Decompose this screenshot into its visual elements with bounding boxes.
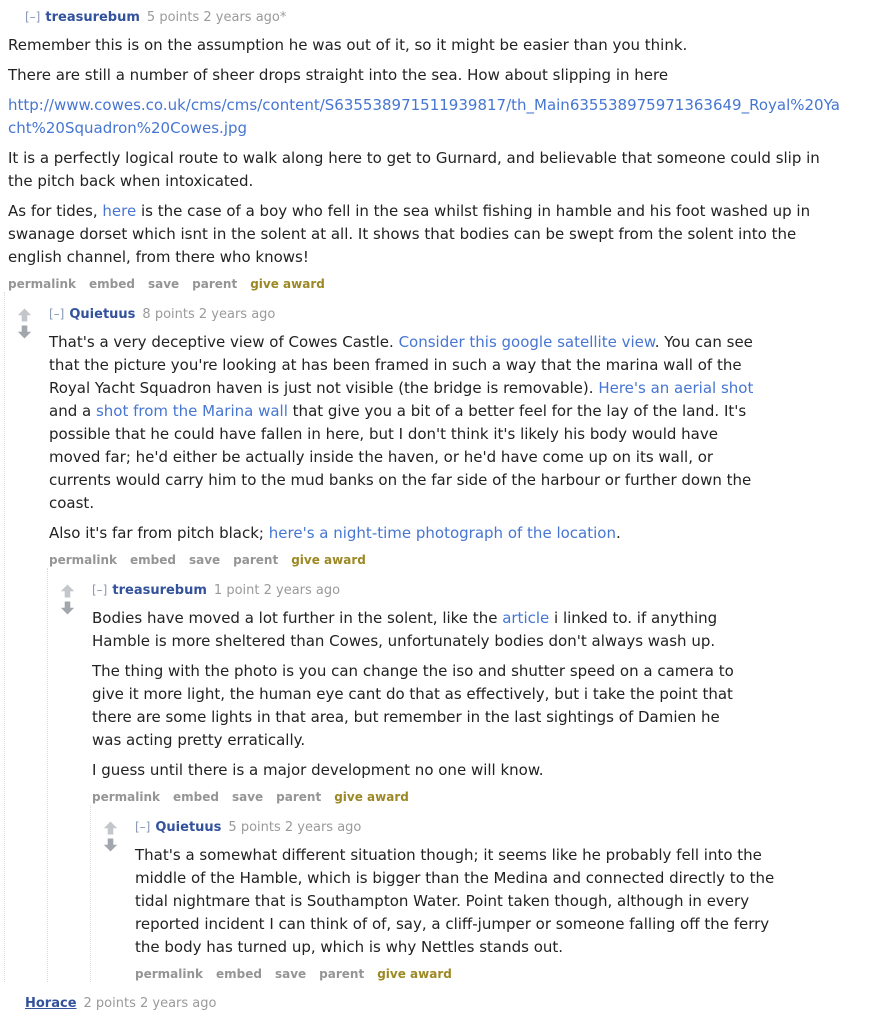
comment-entry: [135, 818, 882, 982]
inline-link[interactable]: Here's an aerial shot: [598, 379, 754, 397]
comment-author[interactable]: treasurebum: [112, 583, 207, 598]
comment-row: [5, 305, 882, 568]
action-embed[interactable]: embed: [173, 790, 219, 804]
downvote-arrow-icon[interactable]: [60, 601, 75, 615]
action-parent[interactable]: parent: [192, 277, 238, 291]
comment-row: [8, 8, 882, 292]
comment-entry: [8, 995, 882, 1013]
inline-link[interactable]: article: [502, 609, 550, 627]
comment-row: [8, 995, 882, 1013]
paragraph-text: Also it's far from pitch black;: [49, 524, 269, 542]
action-embed[interactable]: embed: [89, 277, 135, 291]
paragraph-text: i linked to. if anything Hamble is more sheltered than Cowes, unfortunately bodies don't always wash up.: [92, 609, 718, 650]
action-permalink[interactable]: permalink: [92, 790, 160, 804]
action-item: [192, 276, 237, 292]
comment-entry: [8, 8, 882, 292]
comment-tagline: [135, 818, 882, 837]
comment-body: [135, 844, 775, 959]
paragraph-text: As for tides,: [8, 202, 103, 220]
action-give-award[interactable]: give award: [291, 553, 366, 567]
comment-paragraph: [8, 94, 848, 140]
comment-author[interactable]: Quietuus: [69, 307, 136, 322]
comment-paragraph: [92, 660, 752, 752]
comment-body: [8, 34, 848, 269]
vote-arrows: [103, 821, 118, 852]
action-item: [92, 789, 160, 805]
action-item: [89, 276, 135, 292]
comment-paragraph: [92, 759, 752, 782]
comment-paragraph: [8, 64, 848, 87]
action-item: [319, 966, 364, 982]
action-save[interactable]: save: [231, 790, 264, 804]
comment-children: [90, 805, 882, 982]
action-parent[interactable]: parent: [319, 967, 365, 981]
vote-arrows: [17, 308, 32, 339]
comment-actions: [49, 552, 882, 568]
action-embed[interactable]: embed: [130, 553, 176, 567]
action-item: [173, 789, 219, 805]
paragraph-text: I guess until there is a major development no one will know.: [92, 761, 544, 779]
action-item: [233, 552, 278, 568]
action-permalink[interactable]: permalink: [8, 277, 76, 291]
comment-tagline: [49, 305, 882, 324]
action-item: [135, 966, 203, 982]
comment-score: 8 points 2 years ago: [142, 307, 276, 322]
collapse-toggle[interactable]: [–]: [25, 10, 41, 24]
collapse-toggle[interactable]: [–]: [49, 307, 65, 321]
comment-children: [47, 568, 882, 982]
comment-paragraph: [8, 147, 848, 193]
inline-link[interactable]: here's a night-time photograph of the location: [268, 524, 616, 542]
downvote-arrow-icon[interactable]: [17, 325, 32, 339]
comment: [5, 305, 882, 982]
upvote-arrow-icon[interactable]: [17, 308, 32, 322]
comment-paragraph: [92, 607, 752, 653]
comment: [8, 995, 882, 1013]
inline-link[interactable]: http://www.cowes.co.uk/cms/cms/content/S635538971511939817/th_Main635538975971363649_Royal%20Yacht%20Squadron%20Cowes.jpg: [8, 96, 840, 137]
action-item: [8, 276, 76, 292]
comment-score: 5 points 2 years ago: [228, 820, 362, 835]
action-item: [377, 966, 452, 982]
action-item: [189, 552, 220, 568]
action-item: [130, 552, 176, 568]
comment-body: [49, 331, 764, 545]
comment-paragraph: [8, 34, 848, 57]
comment-body: [92, 607, 752, 782]
comment: [48, 581, 882, 982]
comment-paragraph: [49, 331, 764, 515]
comment-score: 5 points 2 years ago*: [146, 10, 287, 25]
comment-row: [48, 581, 882, 805]
action-save[interactable]: save: [188, 553, 221, 567]
action-save[interactable]: save: [147, 277, 180, 291]
action-save[interactable]: save: [274, 967, 307, 981]
comment-entry: [92, 581, 882, 805]
action-permalink[interactable]: permalink: [49, 553, 117, 567]
comment-tagline: [92, 581, 882, 600]
collapse-toggle[interactable]: [–]: [92, 583, 108, 597]
paragraph-text: Remember this is on the assumption he was out of it, so it might be easier than you think.: [8, 36, 688, 54]
action-item: [334, 789, 409, 805]
comment-actions: [8, 276, 882, 292]
paragraph-text: That's a somewhat different situation though; it seems like he probably fell into the middle of the Hamble, which is bigger than the Medina and connected directly to the tidal nightmare that is Southampton Water. Point taken though, although in every reported incident I can think of of, say, a cliff-jumper or someone falling off the ferry the body has turned up, which is why Nettles stands out.: [135, 846, 775, 956]
paragraph-text: .: [615, 524, 621, 542]
comment-actions: [135, 966, 882, 982]
inline-link[interactable]: shot from the Marina wall: [95, 402, 288, 420]
comment-score: 1 point 2 years ago: [213, 583, 341, 598]
paragraph-text: that give you a bit of a better feel for the lay of the land. It's possible that he could have fallen in here, but I don't think it's likely his body would have moved far; he'd either be actually inside the haven, or he'd have come up on its wall, or currents would carry him to the mud banks on the far side of the harbour or further down the coast.: [49, 402, 752, 512]
paragraph-text: It is a perfectly logical route to walk along here to get to Gurnard, and believable that someone could slip in the pitch back when intoxicated.: [8, 149, 820, 190]
comment-author[interactable]: treasurebum: [45, 10, 140, 25]
comment-score: 2 points 2 years ago: [83, 996, 217, 1011]
paragraph-text: and a: [49, 402, 96, 420]
action-item: [216, 966, 262, 982]
action-item: [291, 552, 366, 568]
comment-tagline: [25, 995, 882, 1013]
paragraph-text: Bodies have moved a lot further in the solent, like the: [92, 609, 503, 627]
action-item: [276, 789, 321, 805]
action-item: [232, 789, 263, 805]
comment-paragraph: [49, 522, 764, 545]
paragraph-text: There are still a number of sheer drops straight into the sea. How about slipping in here: [8, 66, 669, 84]
collapse-toggle[interactable]: [–]: [135, 820, 151, 834]
vote-arrows: [60, 584, 75, 615]
inline-link[interactable]: Consider this google satellite view: [398, 333, 655, 351]
comment: [91, 818, 882, 982]
comment-row: [91, 818, 882, 982]
comment-children: [4, 292, 882, 982]
comment-author[interactable]: Horace: [25, 996, 77, 1011]
action-item: [148, 276, 179, 292]
action-parent[interactable]: parent: [233, 553, 279, 567]
comment-tagline: [25, 8, 882, 27]
action-give-award[interactable]: give award: [334, 790, 409, 804]
paragraph-text: The thing with the photo is you can change the iso and shutter speed on a camera to give it more light, the human eye cant do that as effectively, but i take the point that there are some lights in that area, but remember in the last sightings of Damien he was acting pretty erratically.: [92, 662, 734, 749]
paragraph-text: That's a very deceptive view of Cowes Castle.: [49, 333, 399, 351]
comment-paragraph: [135, 844, 775, 959]
comment-entry: [49, 305, 882, 568]
upvote-arrow-icon[interactable]: [60, 584, 75, 598]
paragraph-text: is the case of a boy who fell in the sea whilst fishing in hamble and his foot washed up in swanage dorset which isnt in the solent at all. It shows that bodies can be swept from the solent into the english channel, from there who knows!: [8, 202, 811, 266]
action-item: [275, 966, 306, 982]
comment-author[interactable]: Quietuus: [155, 820, 222, 835]
action-item: [49, 552, 117, 568]
inline-link[interactable]: here: [102, 202, 137, 220]
action-embed[interactable]: embed: [216, 967, 262, 981]
action-permalink[interactable]: permalink: [135, 967, 203, 981]
paragraph-text: . You can see that the picture you're looking at has been framed in such a way that the marina wall of the Royal Yacht Squadron haven is just not visible (the bridge is removable).: [49, 333, 753, 397]
comment: [8, 8, 882, 982]
action-give-award[interactable]: give award: [250, 277, 325, 291]
upvote-arrow-icon[interactable]: [103, 821, 118, 835]
downvote-arrow-icon[interactable]: [103, 838, 118, 852]
action-give-award[interactable]: give award: [377, 967, 452, 981]
comment-paragraph: [8, 200, 848, 269]
comment-actions: [92, 789, 882, 805]
action-item: [250, 276, 325, 292]
action-parent[interactable]: parent: [276, 790, 322, 804]
